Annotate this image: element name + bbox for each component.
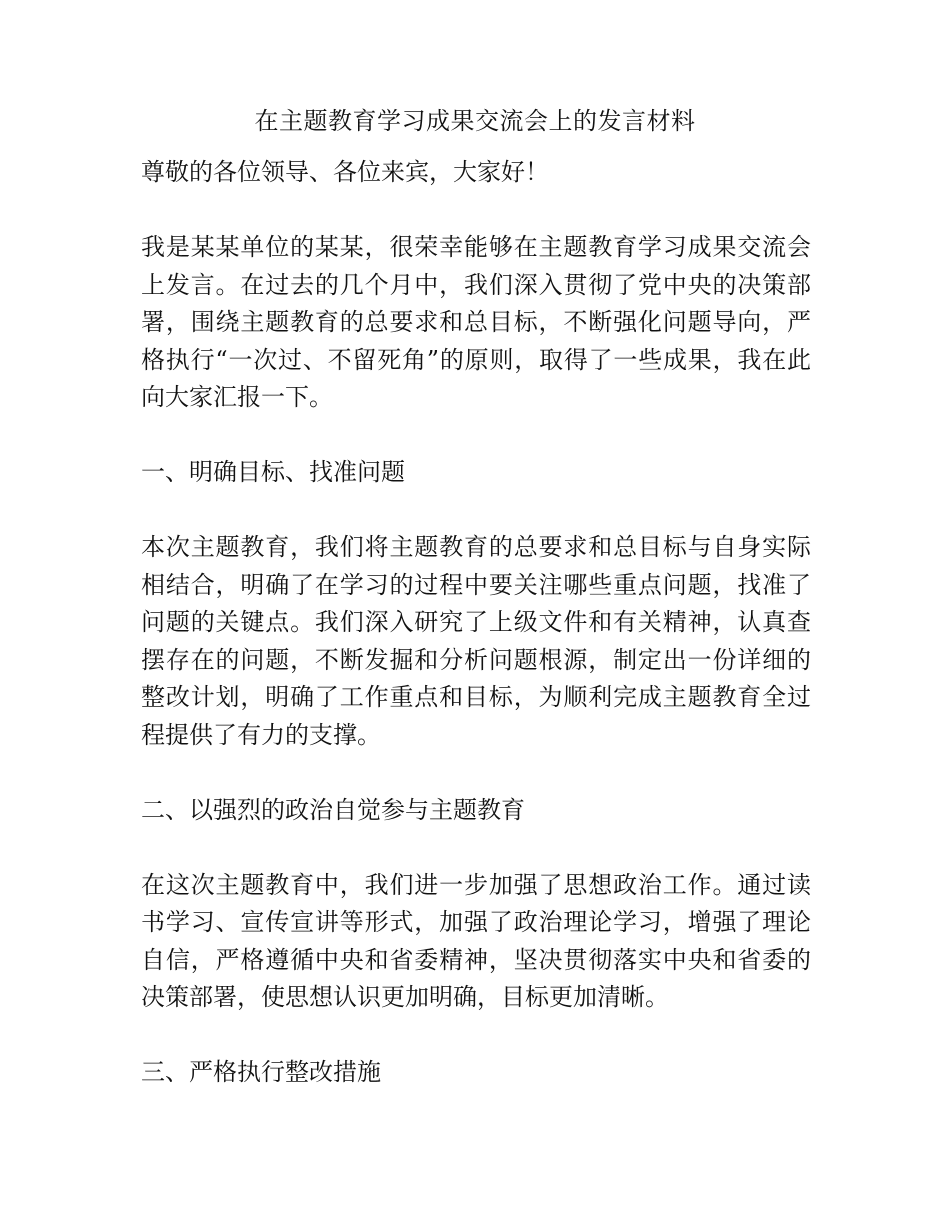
document-title: 在主题教育学习成果交流会上的发言材料 bbox=[254, 107, 696, 135]
section-heading-3: 三、严格执行整改措施 bbox=[141, 1058, 381, 1086]
section-body-2: 在这次主题教育中，我们进一步加强了思想政治工作。通过读书学习、宣传宣讲等形式，加强了政治理论学习，增强了理论自信，严格遵循中央和省委精神，坚决贯彻落实中央和省委的决策部署，使思想认识更加明确，目标更加清晰。 bbox=[141, 870, 811, 1011]
intro-paragraph: 我是某某单位的某某，很荣幸能够在主题教育学习成果交流会上发言。在过去的几个月中，我们深入贯彻了党中央的决策部署，围绕主题教育的总要求和总目标，不断强化问题导向，严格执行“一次过、不留死角”的原则，取得了一些成果，我在此向大家汇报一下。 bbox=[141, 233, 811, 411]
section-heading-1: 一、明确目标、找准问题 bbox=[141, 458, 405, 486]
document-body bbox=[141, 154, 811, 1092]
section-heading-2: 二、以强烈的政治自觉参与主题教育 bbox=[141, 795, 525, 824]
greeting-paragraph: 尊敬的各位领导、各位来宾，大家好！ bbox=[141, 158, 549, 186]
section-body-1: 本次主题教育，我们将主题教育的总要求和总目标与自身实际相结合，明确了在学习的过程中要关注哪些重点问题，找准了问题的关键点。我们深入研究了上级文件和有关精神，认真查摆存在的问题，不断发掘和分析问题根源，制定出一份详细的整改计划，明确了工作重点和目标，为顺利完成主题教育全过程提供了有力的支撑。 bbox=[141, 533, 811, 749]
